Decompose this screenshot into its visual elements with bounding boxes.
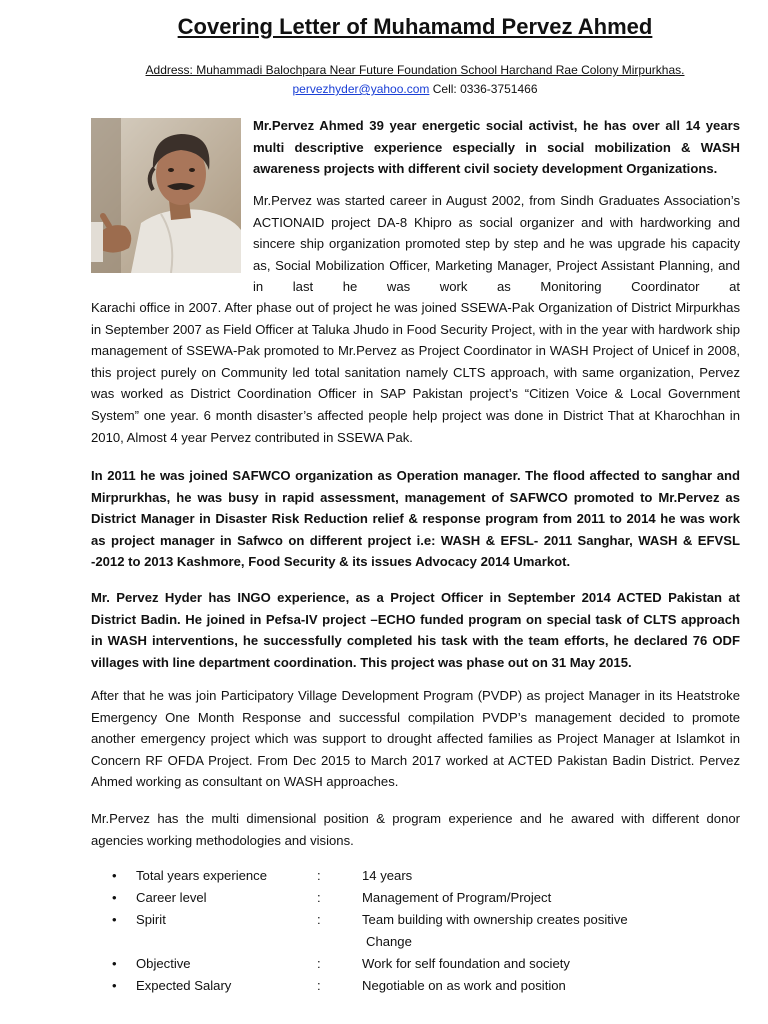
list-item bbox=[112, 887, 752, 909]
summary-value: Negotiable on as work and position bbox=[362, 978, 566, 993]
summary-value: Management of Program/Project bbox=[362, 890, 552, 905]
page-title: Covering Letter of Muhamamd Pervez Ahmed bbox=[177, 14, 653, 39]
bullet-icon: • bbox=[112, 868, 117, 883]
ingo-paragraph: Mr. Pervez Hyder has INGO experience, as a Project Officer in September 2014 ACTED Pakistan at District Badin. He joined in Pefsa-IV project –ECHO funded program on special task of CLTS approach in WASH interventions, he successfully completed his task with the team efforts, he declared 76 ODF villages with line department coordination. This project was phase out on 31 May 2015. bbox=[91, 590, 740, 670]
bullet-icon: • bbox=[112, 956, 117, 971]
career-paragraph-part-2: Karachi office in 2007. After phase out of project he was joined SSEWA-Pak Organization of District Mirpurkhas in September 2007 as Field Officer at Taluka Jhudo in Food Security Project, with in the year with hardwork ship management of SSEWA-Pak promoted to Mr.Pervez as Project Coordinator in WASH Project of Unicef in 2008, this project purely on Community led total sanitation namely CLTS approach, with same organization, Pervez was worked as District Coordination Officer in SAP Pakistan project’s “Citizen Voice & Local Government System” one year. 6 month disaster’s affected people help project was done in District That at Kharochhan in 2010, Almost 4 year Pervez contributed in SSEWA Pak. bbox=[91, 300, 740, 445]
summary-separator: : bbox=[317, 868, 321, 883]
address-line: Address: Muhammadi Balochpara Near Future Foundation School Harchand Rae Colony Mirpurkhas. bbox=[145, 63, 685, 77]
summary-label: Spirit bbox=[136, 912, 166, 927]
list-item bbox=[112, 953, 752, 975]
career-paragraph-part-1: Mr.Pervez was started career in August 2002, from Sindh Graduates Association’s ACTIONAID project DA-8 Khipro as social organizer and with hardworking and sincere ship organization promoted step by step and he was upgrade his capacity as, Social Mobilization Officer, Marketing Manager, Project Assistant Planning, and in last he was work as Monitoring Coordinator at bbox=[253, 193, 740, 295]
summary-label: Expected Salary bbox=[136, 978, 232, 993]
bullet-icon: • bbox=[112, 912, 117, 927]
closing-paragraph: Mr.Pervez has the multi dimensional position & program experience and he awared with different donor agencies working methodologies and visions. bbox=[91, 811, 740, 848]
contact-line bbox=[0, 82, 768, 96]
summary-separator: : bbox=[317, 978, 321, 993]
summary-value-block bbox=[362, 909, 692, 953]
summary-value: Team building with ownership creates positive bbox=[362, 912, 628, 927]
intro-paragraph: Mr.Pervez Ahmed 39 year energetic social activist, he has over all 14 years multi descriptive experience especially in social mobilization & WASH awareness projects with different civil society development Organizations. bbox=[253, 118, 740, 177]
summary-value: 14 years bbox=[362, 868, 413, 883]
summary-separator: : bbox=[317, 912, 321, 927]
bullet-icon: • bbox=[112, 978, 117, 993]
summary-separator: : bbox=[317, 956, 321, 971]
pvdp-paragraph: After that he was join Participatory Village Development Program (PVDP) as project Manager in its Heatstroke Emergency One Month Response and successful compilation PVDP’s management decided to promote another emergency project which was support to drought affected families as Project Manager at Islamkot in Concern RF OFDA Project. From Dec 2015 to March 2017 worked at ACTED Pakistan Badin District. Pervez Ahmed working as consultant on WASH approaches. bbox=[91, 688, 740, 790]
summary-label: Objective bbox=[136, 956, 191, 971]
summary-separator: : bbox=[317, 890, 321, 905]
summary-list bbox=[112, 865, 752, 997]
summary-label: Career level bbox=[136, 890, 207, 905]
summary-value: Work for self foundation and society bbox=[362, 956, 570, 971]
summary-value-continued: Change bbox=[366, 934, 412, 949]
cell-number: Cell: 0336-3751466 bbox=[432, 82, 538, 96]
list-item bbox=[112, 975, 752, 997]
list-item bbox=[112, 909, 752, 953]
profile-photo bbox=[91, 118, 241, 273]
bullet-icon: • bbox=[112, 890, 117, 905]
summary-label: Total years experience bbox=[136, 868, 268, 883]
list-item bbox=[112, 865, 752, 887]
safwco-paragraph: In 2011 he was joined SAFWCO organization as Operation manager. The flood affected to sanghar and Mirprurkhas, he was busy in rapid assessment, management of SAFWCO promoted to Mr.Pervez as District Manager in Disaster Risk Reduction relief & response program from 2011 to 2014 he was work as project manager in Safwco on different project i.e: WASH & EFSL- 2011 Sanghar, WASH & EFVSL -2012 to 2013 Kashmore, Food Security & its issues Advocacy 2014 Umarkot. bbox=[91, 468, 740, 570]
email-link[interactable]: pervezhyder@yahoo.com bbox=[292, 82, 430, 96]
